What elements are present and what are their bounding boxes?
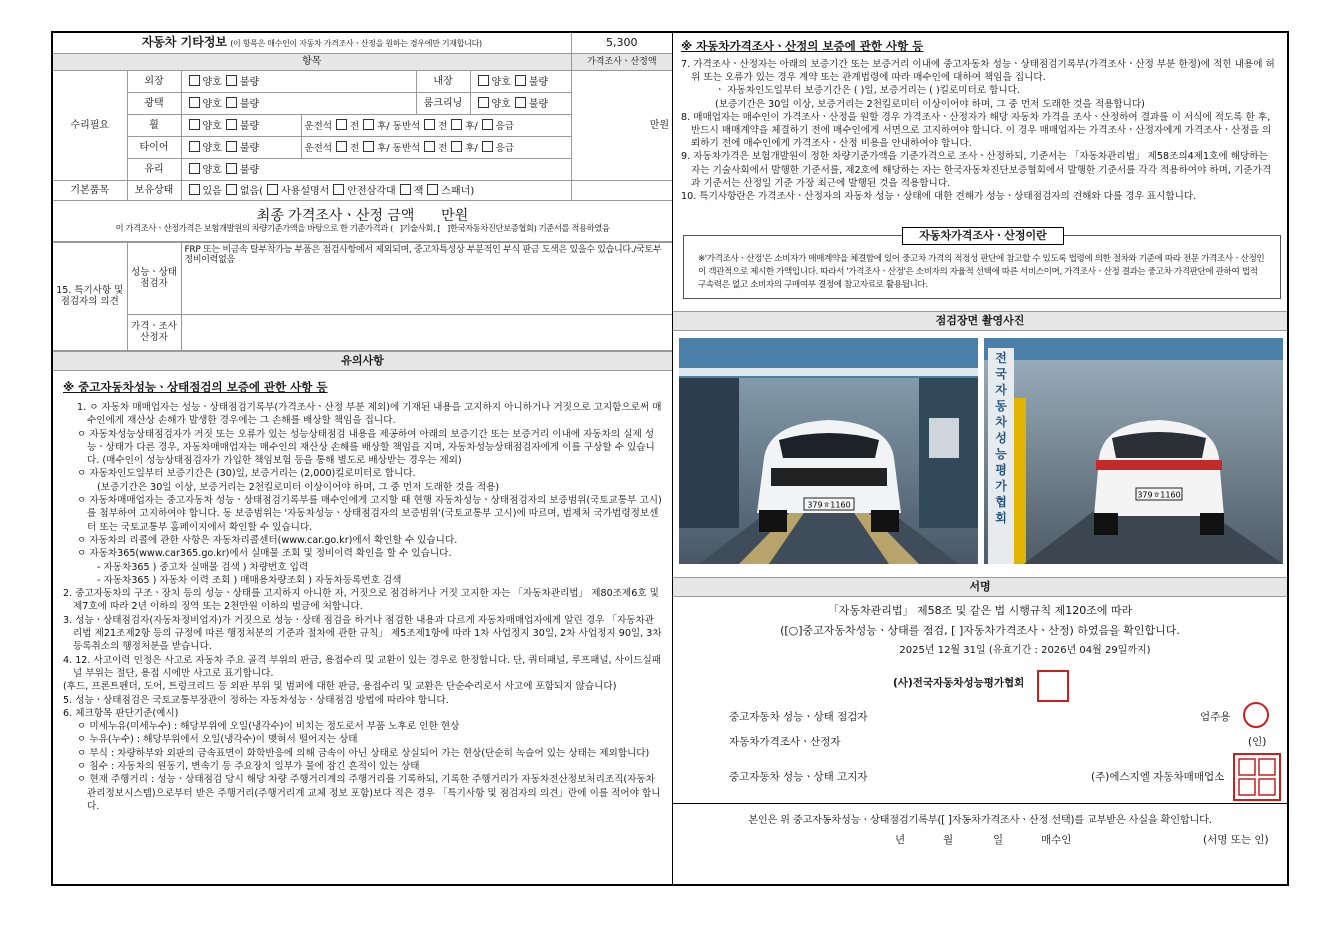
wheel-passenger-front-checkbox[interactable] [424, 119, 435, 130]
year-label: 년 [895, 834, 906, 846]
interior-label: 내장 [416, 71, 470, 93]
price-guarantee-title: ※ 자동차가격조사ㆍ산정의 보증에 관한 사항 등 [681, 39, 924, 53]
tire-passenger-rear-checkbox[interactable] [451, 141, 462, 152]
other-info-title: 자동차 기타정보 [141, 35, 228, 50]
glass-bad-checkbox[interactable] [226, 163, 237, 174]
notice-line: 9. 자동차가격은 보험개발원이 정한 차량기준가액을 기준가격으로 조사ㆍ산정하되, 기준서는 「자동차관리법」 제58조의4제1호에 해당하는 자는 기술사회에서 발행한 기준서를, 제2호에 해당하는 자는 한국자동차진단보증협회에서 발행한 기준서를 각각 적용하여야 하며, 기준가격과 기준서는 산정일 기준 가장 최근에 발행된 것을 적용합니다. [681, 151, 1272, 189]
notice-line: ㅇ 누유(누수) : 해당부위에서 오일(냉각수)이 맺혀서 떨어지는 상태 [77, 734, 358, 746]
final-note-mid: ]기술사회, [ [399, 223, 441, 234]
spanner-checkbox[interactable] [427, 184, 438, 195]
pillar-char: 자 [995, 383, 1007, 397]
spanner-label: 스패너) [441, 185, 475, 197]
pillar-char: 차 [995, 415, 1007, 429]
price-opinion-text [181, 315, 672, 351]
notice-line: 7. 가격조사ㆍ산정자는 아래의 보증기간 또는 보증거리 이내에 중고자동차 성능ㆍ상태점검기록부(가격조사ㆍ산정 부분 한정)에 적힌 내용에 허위 또는 오류가 있는 경우 계약 또는 관계법령에 따라 매수인에 대하여 책임을 집니다. [681, 59, 1275, 84]
gloss-bad-checkbox[interactable] [226, 97, 237, 108]
final-note: 이 가격조사ㆍ산정가격은 보험개발원의 차량기준가액을 바탕으로 한 기준가격과 ( [115, 223, 393, 234]
pillar-char: 동 [995, 399, 1007, 413]
notice-line: (후드, 프론트펜더, 도어, 트렁크리드 등 외판 부위 및 범퍼에 대한 판금, 용접수리 및 교환은 단순수리로서 사고에 포함되지 않습니다) [63, 681, 617, 693]
final-note-end: ]한국자동차진단보증협회) 기준서를 적용하였음 [447, 223, 610, 234]
wheel-emergency-checkbox[interactable] [482, 119, 493, 130]
notice-line: (보증기간은 30일 이상, 보증거리는 2천킬로미터 이상이어야 하며, 그 중 먼저 도래한 것을 적용) [97, 481, 500, 493]
photo-bar: 점검장면 촬영사진 [673, 311, 1287, 331]
bad-label: 불량 [239, 120, 260, 132]
signature-bar: 서명 [673, 577, 1287, 597]
jack-checkbox[interactable] [400, 184, 411, 195]
driver-seat-label: 운전석 [304, 120, 333, 132]
other-info-title-note: (이 항목은 매수인이 자동차 가격조사ㆍ산정을 원하는 경우에만 기재합니다) [230, 39, 482, 49]
wheel-label: 휠 [127, 115, 181, 137]
good-label: 양호 [202, 120, 222, 132]
final-price-label: 최종 가격조사ㆍ산정 금액 [256, 208, 415, 225]
notice-line: 2. 중고자동차의 구조ㆍ장치 등의 성능ㆍ상태를 고지하지 아니한 자, 거짓으로 점검하거나 거짓 고지한 자는 「자동차관리법」 제80조제6호 및 제7호에 따라 2년 이하의 징역 또는 2천만원 이하의 벌금에 처합니다. [63, 588, 659, 613]
notice-line: ㅇ 미세누유(미세누수) : 해당부위에 오일(냉각수)이 비치는 정도로서 부품 노후로 인한 현상 [77, 721, 460, 733]
notice-line: ㅇ 자동차365(www.car365.go.kr)에서 실매물 조회 및 정비이력 확인을 할 수 있습니다. [77, 548, 452, 560]
front-license-plate: 379ㅎ1160 [807, 500, 851, 510]
buyer-sign-label: (서명 또는 인) [1203, 834, 1269, 846]
good-label: 양호 [491, 98, 511, 110]
notice-line: ㅇ 자동차매매업자는 중고자동차 성능ㆍ상태점검기록부를 매수인에게 고지할 때 현행 자동차성능ㆍ상태점검자의 보증범위(국토교통부 고시)를 첨부하여 고지하여야 합니다. 동 보증범위는 '자동차성능ㆍ상태점검자의 보증범위'(국토교통부 고시)에 따르며, 법제처 국가법령정보센터 또는 국토교통부 홈페이지에서 확인할 수 있습니다. [77, 495, 662, 533]
passenger-seat-label: 동반석 [392, 120, 421, 132]
pillar-char: 능 [995, 447, 1007, 461]
manual-checkbox[interactable] [267, 184, 278, 195]
glass-good-checkbox[interactable] [189, 163, 200, 174]
item-header: 항목 [53, 54, 571, 71]
rear-label: 후 [465, 142, 475, 154]
repair-price-unit: 만원 [571, 71, 672, 181]
driver-seat-label: 운전석 [304, 142, 333, 154]
notice-line: 4. 12. 사고이력 인정은 사고로 자동차 주요 골격 부위의 판금, 용접수리 및 교환이 있는 경우로 한정합니다. 단, 쿼터패널, 루프패널, 사이드실패널 부위는 절단, 용접 시에만 사고로 표기합니다. [63, 654, 662, 679]
rear-label: 후 [377, 142, 387, 154]
bad-label: 불량 [528, 98, 549, 110]
emergency-label: 응급 [495, 120, 515, 132]
notice-lines [63, 401, 662, 813]
tire-bad-checkbox[interactable] [226, 141, 237, 152]
notice-line: ㅇ 부식 : 차량하부와 외판의 금속표면이 화학반응에 의해 금속이 아닌 상태로 상실되어 가는 현상(단순히 녹슬어 있는 상태는 제외합니다) [77, 747, 650, 759]
tire-driver-front-checkbox[interactable] [336, 141, 347, 152]
gloss-label: 광택 [127, 93, 181, 115]
have-label: 있음 [202, 185, 222, 197]
tire-driver-rear-checkbox[interactable] [363, 141, 374, 152]
inspector-label: 중고자동차 성능ㆍ상태 점검자 [729, 711, 868, 723]
notice-line: (보증기간은 30일 이상, 보증거리는 2천킬로미터 이상이어야 하며, 그 중 먼저 도래한 것을 적용합니다) [715, 98, 1145, 110]
other-info-table: 자동차 기타정보 (이 항목은 매수인이 자동차 가격조사ㆍ산정을 원하는 경우에만 기재합니다) 5,300 항목 가격조사ㆍ산정액 수리필요 외장 양호 불량 내장 양호 불량 만원 광택 양호 불량 룸크리닝 양호 불량 휠 양호 불량 운전석 전 후/ 동반석 전 후/ 응급 타이어 양호 불량 운전석 전 후/ 동반석 전 후/ 응급 유리 양호 불량 기본품목 보유상태 있음 없음( 사용설명서 안전삼각대 잭 스패너) 최종 가격조사ㆍ산정 금액 만원 이 가격조사ㆍ산정가격은 보험개발원의 차량기준가액을 바탕으로 한 기준가격과 ( ]기술사회, [ ]한국자동차진단보증협회) 기준서를 적용하였음 [53, 33, 672, 242]
bad-label: 불량 [239, 98, 260, 110]
inspector-name: 엄주용 [1200, 711, 1231, 723]
bad-label: 불량 [239, 76, 260, 88]
triangle-checkbox[interactable] [333, 184, 344, 195]
triangle-label: 안전삼각대 [347, 185, 396, 197]
notice-line: ㅇ 현재 주행거리 : 성능ㆍ상태점검 당시 해당 차량 주행거리계의 주행거리를 기록하되, 기록한 주행거리가 자동차전산정보처리조직(자동차관리정보시스템)으로부터 받은 주행거리(주행거리계 교체 정보 포함)보다 적은 경우 「특기사항 및 점검자의 의견」란에 이를 적어야 합니다. [77, 774, 661, 812]
bad-label: 불량 [239, 165, 260, 177]
pillar-char: 전 [995, 351, 1007, 365]
rear-license-plate: 379ㅎ1160 [1137, 490, 1181, 500]
notice-line: 10. 특기사항란은 가격조사ㆍ산정자의 자동차 성능ㆍ상태에 대한 견해가 성능ㆍ상태점검자의 견해와 다를 경우 표시합니다. [681, 191, 1197, 203]
rear-photo-image [984, 338, 1283, 564]
special-remarks-table [53, 242, 672, 351]
notifier-label: 중고자동차 성능ㆍ상태 고지자 [729, 771, 868, 783]
gloss-good-checkbox[interactable] [189, 97, 200, 108]
jack-label: 잭 [413, 185, 424, 197]
none-label: 없음( [239, 185, 264, 197]
bad-label: 불량 [528, 76, 549, 88]
signature-line1: 「자동차관리법」 제58조 및 같은 법 시행규칙 제120조에 따라 [827, 604, 1133, 617]
day-label: 일 [993, 834, 1004, 846]
exterior-bad-checkbox[interactable] [226, 75, 237, 86]
exterior-good-checkbox[interactable] [189, 75, 200, 86]
front-label: 전 [438, 142, 448, 154]
dealer-seal-stamp [1233, 753, 1281, 801]
notice-line: ㅇ 자동차성능상태점검자가 거짓 또는 오류가 있는 성능상태점검 내용을 제공하여 아래의 보증기간 또는 보증거리 이내에 자동차의 실제 성능ㆍ상태가 다른 경우, 자동차매매업자는 매수인의 재산상 손해를 배상할 책임을 지며, 자동차성능상태점검자에게 이를 구상할 수 있습니다. (매수인이 성능상태점검자가 가입한 책임보험 등을 통해 별도로 배상받는 경우는 제외) [77, 428, 655, 467]
front-label: 전 [350, 142, 360, 154]
price-inspector-label: 가격ㆍ조사 산정자 [127, 315, 181, 351]
front-label: 전 [350, 120, 360, 132]
pillar-char: 회 [995, 511, 1007, 525]
condition-inspector-label: 성능ㆍ상태 점검자 [127, 243, 181, 315]
items-have-checkbox[interactable] [189, 184, 200, 195]
interior-bad-checkbox[interactable] [515, 75, 526, 86]
pillar-char: 협 [995, 495, 1007, 509]
left-column [53, 33, 673, 884]
notice-line: 3. 성능ㆍ상태점검자(자동차정비업자)가 거짓으로 성능ㆍ상태 점검을 하거나 점검한 내용과 다르게 자동차매매업자에게 알린 경우 「자동차관리법 제21조제2항 등의 규정에 따른 행정처분의 기준과 절차에 관한 규칙」 제5조제1항에 따라 1차 사업정지 30일, 2차 사업정지 90일, 3차 등록취소의 행정처분을 받습니다. [63, 614, 662, 653]
final-price-unit: 만원 [441, 208, 469, 225]
notice-bar: 유의사항 [53, 351, 672, 371]
possession-label: 보유상태 [127, 181, 181, 201]
notice-line: ㆍ 자동차인도일부터 보증기간은 ( )일, 보증거리는 ( )킬로미터로 합니다. [715, 85, 1020, 97]
price-assessor-label: 자동차가격조사ㆍ산정자 [729, 736, 841, 748]
association-seal-stamp [1037, 670, 1069, 702]
notifier-name: (주)에스지엘 자동차매매업소 [1091, 771, 1225, 783]
exterior-label: 외장 [127, 71, 181, 93]
pillar-text [995, 350, 1007, 525]
wheel-passenger-rear-checkbox[interactable] [451, 119, 462, 130]
good-label: 양호 [202, 165, 222, 177]
right-column [673, 33, 1287, 884]
inspector-seal-stamp [1243, 702, 1269, 728]
notice-line: 6. 체크항목 판단기준(예시) [63, 707, 179, 719]
notice-line: 8. 매매업자는 매수인이 가격조사ㆍ산정을 원할 경우 가격조사ㆍ산정자가 해당 자동차 가격을 조사ㆍ산정하여 결과를 이 서식에 적도록 한 후, 반드시 매매계약을 체결하기 전에 매수인에게 서면으로 고지하여야 합니다. 이 경우 매매업자는 가격조사ㆍ산정자에게 가격조사ㆍ산정을 의뢰하기 전에 매수인에게 가격조사ㆍ산정 비용을 안내하여야 합니다. [681, 111, 1272, 150]
price-definition-title: 자동차가격조사ㆍ산정이란 [902, 227, 1064, 245]
notice-line: ㅇ 자동차의 리콜에 관한 사항은 자동차리콜센터(www.car.go.kr)에서 확인할 수 있습니다. [77, 534, 458, 546]
price-definition-text: ※'가격조사ㆍ산정'은 소비자가 매매계약을 체결함에 있어 중고차 가격의 적정성 판단에 참고할 수 있도록 법령에 의한 절차와 기준에 따라 전문 가격조사ㆍ산정인이 객관적으로 제시한 가액입니다. 따라서 '가격조사ㆍ산정'은 소비자의 자율적 선택에 따른 서비스이며, 가격조사ㆍ산정 결과는 중고차 가격판단에 관하여 법적 구속력은 없고 소비자의 구매여부 결정에 참고자료로 활용됩니다. [698, 254, 1265, 290]
notice-line: ㅇ 자동차인도일부터 보증기간은 (30)일, 보증거리는 (2,000)킬로미터로 합니다. [77, 468, 416, 480]
notice-line: ㅇ 침수 : 자동차의 원동기, 변속기 등 주요장치 일부가 물에 잠긴 흔적이 있는 상태 [77, 761, 420, 773]
tire-passenger-front-checkbox[interactable] [424, 141, 435, 152]
emergency-label: 응급 [495, 142, 515, 154]
tire-label: 타이어 [127, 137, 181, 159]
signature-date: 2025년 12월 31일 (유효기간 : 2026년 04월 29일까지) [899, 645, 1151, 656]
signature-line2: ([○]중고자동차성능ㆍ상태를 점검, [ ]자동차가격조사ㆍ산정) 하였음을 확인합니다. [780, 624, 1180, 637]
passenger-seat-label: 동반석 [392, 142, 421, 154]
tire-emergency-checkbox[interactable] [482, 141, 493, 152]
items-none-checkbox[interactable] [226, 184, 237, 195]
price-guarantee-section [673, 33, 1287, 203]
price-header: 가격조사ㆍ산정액 [571, 54, 672, 71]
receipt-text: 본인은 위 중고자동차성능ㆍ상태점검기록부([ ]자동차가격조사ㆍ산정 선택)를 교부받은 사실을 확인합니다. [748, 815, 1212, 826]
pillar-char: 가 [995, 479, 1007, 493]
interior-good-checkbox[interactable] [478, 75, 489, 86]
price-value: 5,300 [571, 33, 672, 54]
notice-section [53, 371, 672, 813]
price-assessor-seal: (인) [1248, 736, 1267, 748]
notice-line: 1. ㅇ 자동차 매매업자는 성능ㆍ상태점검기록부(가격조사ㆍ산정 부분 제외)에 기재된 내용을 고지하지 아니하거나 거짓으로 고지함으로써 매수인에게 재산상 손해가 발생한 경우에는 그 손해를 배상할 책임을 집니다. [77, 402, 662, 427]
tire-good-checkbox[interactable] [189, 141, 200, 152]
notice-title: ※ 중고자동차성능ㆍ상태점검의 보증에 관한 사항 등 [63, 380, 328, 394]
basic-items-label: 기본품목 [53, 181, 127, 201]
good-label: 양호 [491, 76, 511, 88]
good-label: 양호 [202, 142, 222, 154]
good-label: 양호 [202, 98, 222, 110]
notice-line: - 자동차365 ) 자동차 이력 조회 ) 매매용차량조회 ) 자동차등록번호 검색 [97, 574, 402, 586]
front-photo-image [679, 338, 978, 564]
condition-opinion-text: FRP 또는 비금속 탈부착가능 부품은 점검사항에서 제외되며, 중고차특성상 부분적인 부식 판금 도색은 있을수 있습니다./국토부정비이력없음 [181, 243, 672, 315]
rear-label: 후 [465, 120, 475, 132]
wheel-bad-checkbox[interactable] [226, 119, 237, 130]
buyer-label: 매수인 [1041, 834, 1072, 846]
front-label: 전 [438, 120, 448, 132]
cleaning-bad-checkbox[interactable] [515, 97, 526, 108]
special-remarks-label: 15. 특기사항 및 점검자의 의견 [53, 243, 127, 351]
notice-line: - 자동차365 ) 중고차 실매물 검색 ) 차량번호 입력 [97, 561, 309, 573]
room-cleaning-label: 룸크리닝 [416, 93, 470, 115]
repair-needed-label: 수리필요 [53, 71, 127, 181]
pillar-char: 평 [995, 463, 1007, 477]
inspection-record-page [51, 31, 1289, 886]
price-definition-box [683, 229, 1281, 299]
wheel-good-checkbox[interactable] [189, 119, 200, 130]
price-guarantee-lines [681, 58, 1279, 203]
wheel-driver-front-checkbox[interactable] [336, 119, 347, 130]
wheel-driver-rear-checkbox[interactable] [363, 119, 374, 130]
front-inspection-photo [679, 338, 978, 564]
receipt-divider [673, 803, 1287, 804]
cleaning-good-checkbox[interactable] [478, 97, 489, 108]
good-label: 양호 [202, 76, 222, 88]
manual-label: 사용설명서 [281, 185, 330, 197]
dealer-seal-icon [1235, 755, 1279, 799]
glass-label: 유리 [127, 159, 181, 181]
month-label: 월 [943, 834, 954, 846]
signature-statement [673, 601, 1287, 661]
bad-label: 불량 [239, 142, 260, 154]
rear-label: 후 [377, 120, 387, 132]
rear-inspection-photo [984, 338, 1283, 564]
pillar-char: 성 [995, 431, 1007, 445]
notice-line: 5. 성능ㆍ상태점검은 국토교통부장관이 정하는 자동차성능ㆍ상태점검 방법에 따라야 합니다. [63, 694, 449, 706]
association-name: (사)전국자동차성능평가협회 [893, 677, 1025, 689]
pillar-char: 국 [995, 367, 1007, 381]
